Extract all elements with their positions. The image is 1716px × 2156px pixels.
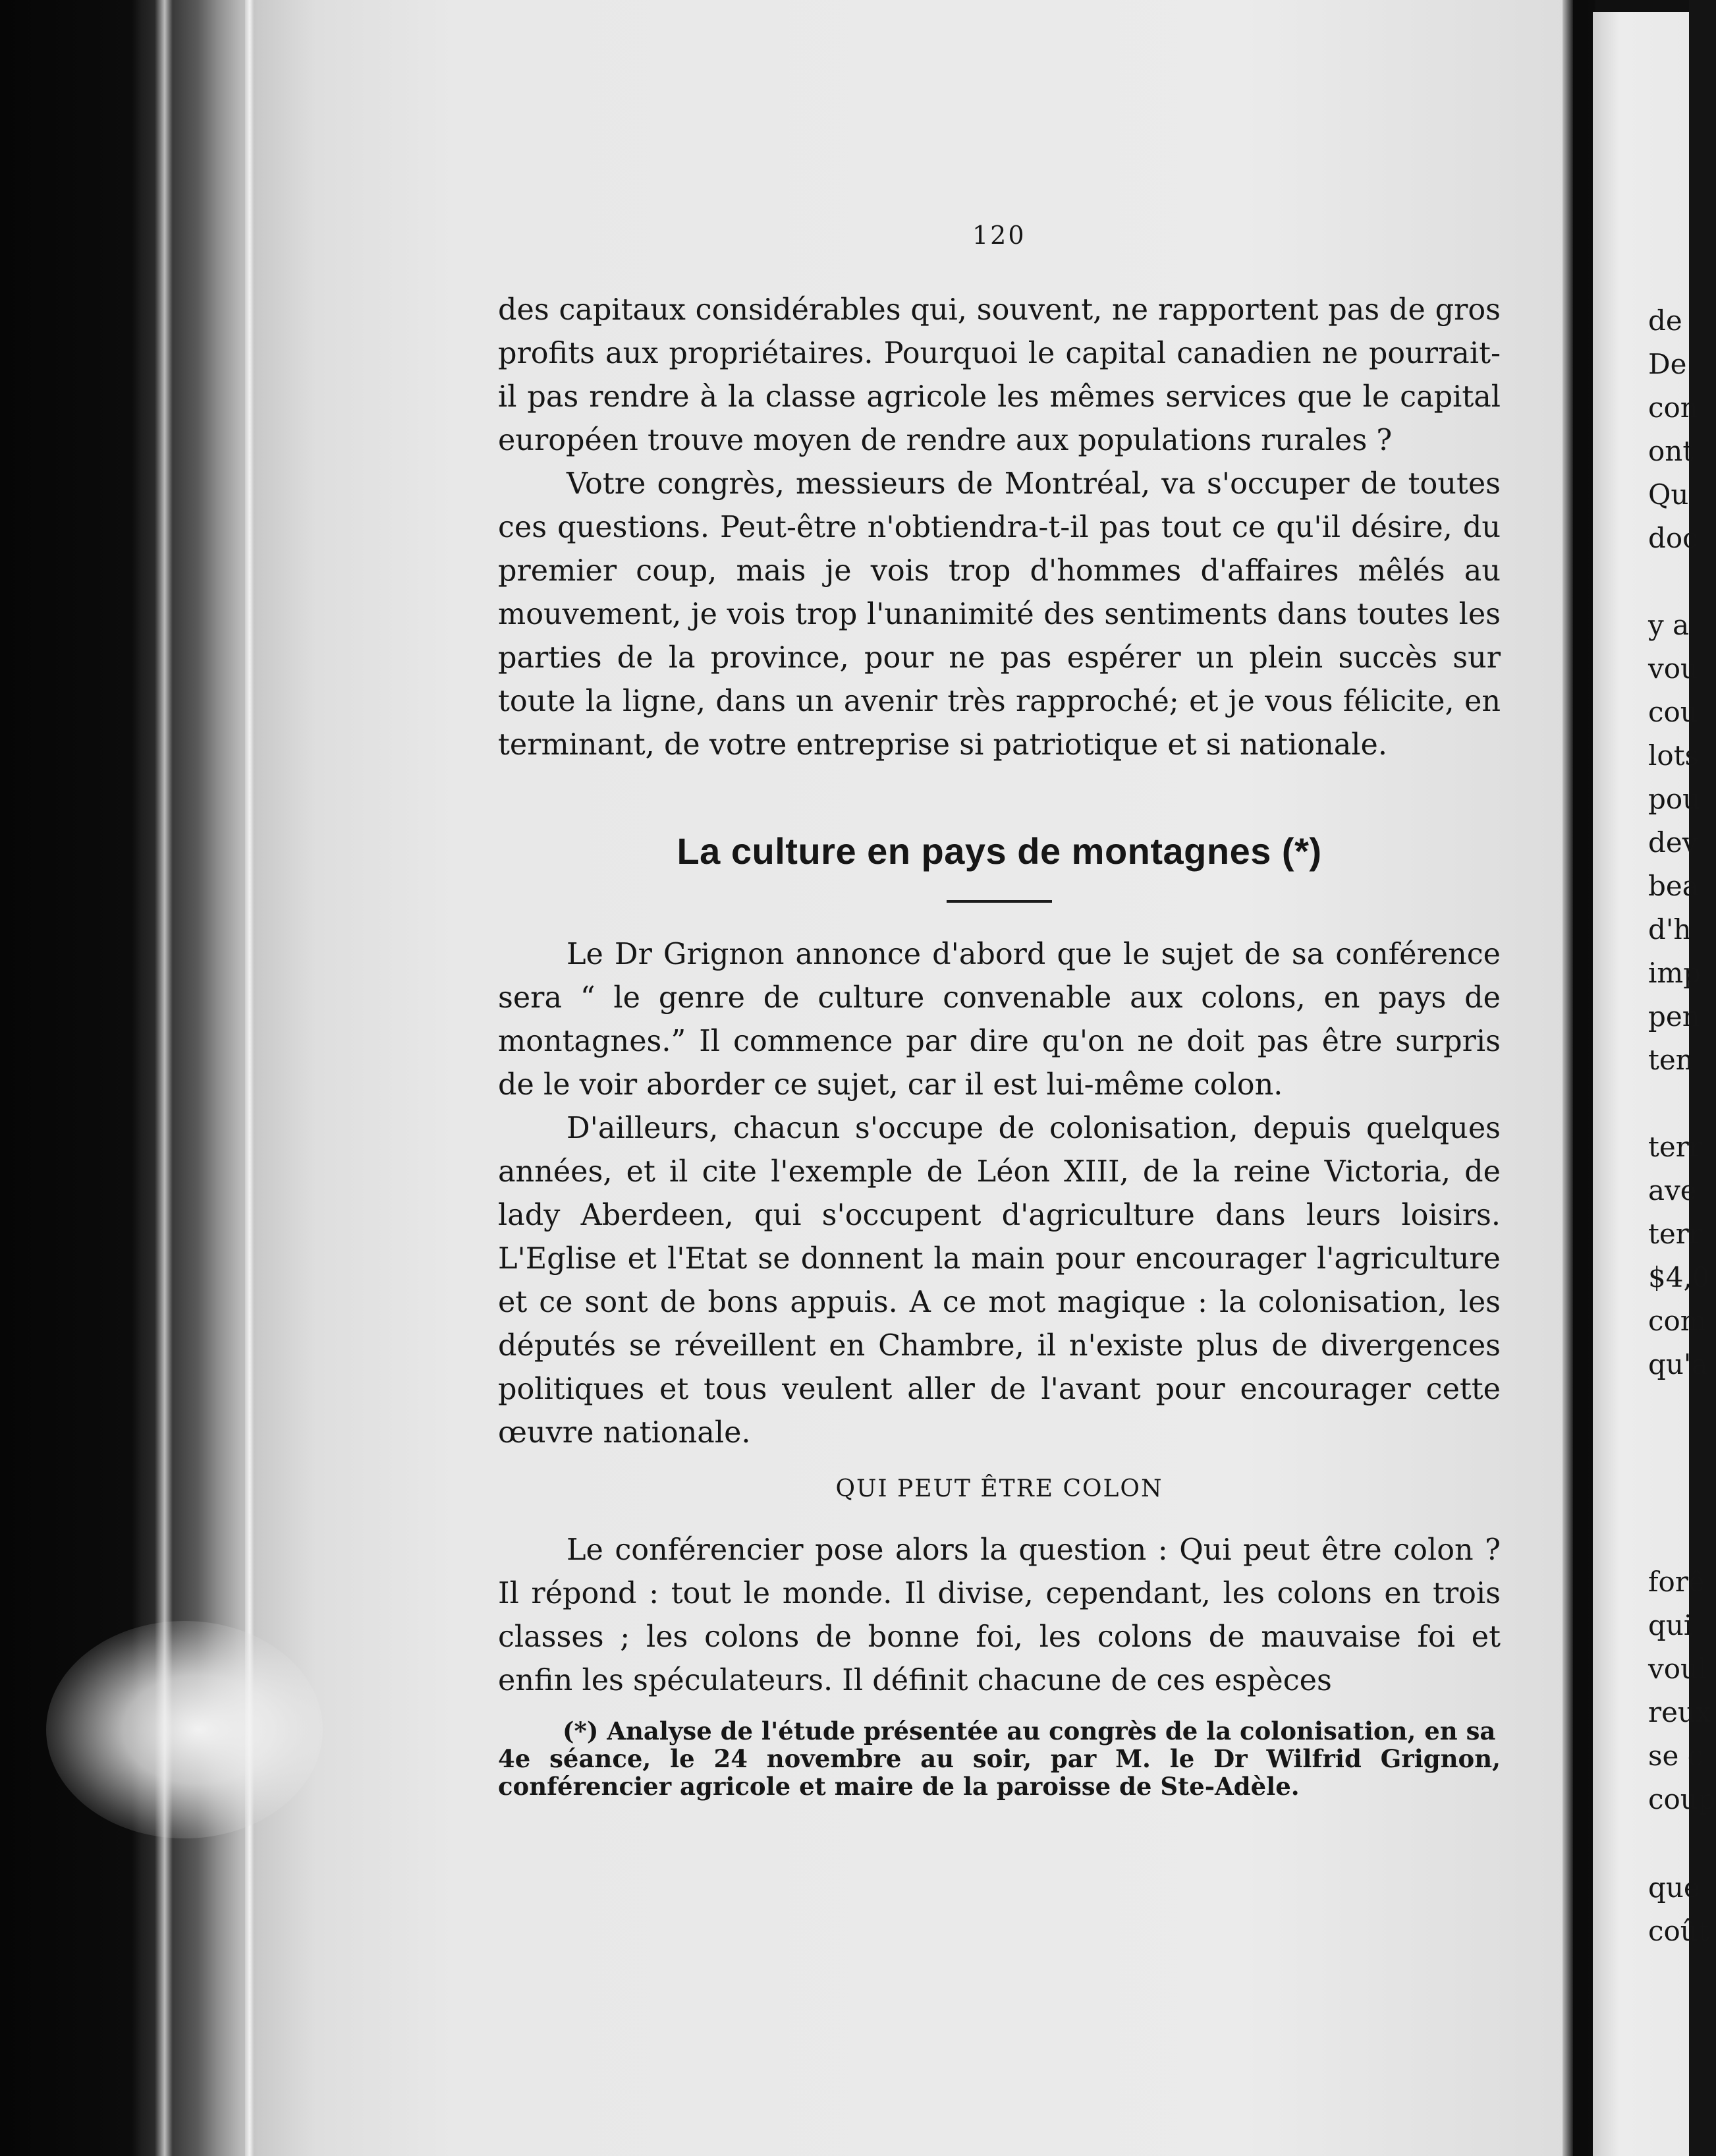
next-page-fragment: voul <box>1648 1653 1707 1685</box>
next-page-fragment: Qu <box>1648 478 1689 511</box>
next-page-fragment: con <box>1648 391 1698 424</box>
next-page-fragment: cou <box>1648 696 1698 728</box>
footnote-rest: 4e séance, le 24 novembre au soir, par M. le Dr Wilfrid Grignon, conférencier agricole et maire de la paroisse de Ste-Adèle. <box>498 1744 1501 1801</box>
next-page-fragment: reux <box>1648 1696 1711 1728</box>
next-page-fragment: De <box>1648 348 1687 380</box>
next-page-fragment: forê <box>1648 1566 1705 1598</box>
next-page-fragment: ten <box>1648 1044 1694 1076</box>
footnote <box>498 1717 1501 1800</box>
book-page-120 <box>257 0 1573 2156</box>
next-page-edge <box>1593 12 1716 2156</box>
next-page-fragment: qu'a <box>1648 1348 1708 1380</box>
footnote-first-line: (*) Analyse de l'étude présentée au congrès de la colonisation, en sa <box>563 1716 1496 1745</box>
next-page-fragment: doc <box>1648 522 1698 554</box>
next-page-fragment: terr <box>1648 1218 1702 1250</box>
paragraph-grignon-intro: Le Dr Grignon annonce d'abord que le sujet de sa conférence sera “ le genre de culture convenable aux colons, en pays de montagnes.” Il commence par dire qu'on ne doit pas être surpris de le voir aborder ce sujet, car il est lui-même colon. <box>498 938 1501 1102</box>
next-page-fragment: ave <box>1648 1174 1697 1206</box>
next-page-fragment: de <box>1648 304 1682 337</box>
next-page-fragment: terr <box>1648 1131 1702 1163</box>
next-page-fragment: dev <box>1648 826 1698 859</box>
next-page-fragment: d'h <box>1648 913 1692 946</box>
paragraph-qui-peut-etre-colon: Le conférencier pose alors la question : Qui peut être colon ? Il répond : tout le monde. Il divise, cependant, les colons en trois classes ; les colons de bonne foi, les colons de mauvaise foi et enfin les spéculateurs. Il définit chacune de ces espèces <box>498 1533 1501 1697</box>
next-page-fragment: pen <box>1648 1000 1700 1033</box>
next-page-fragment: ont <box>1648 435 1694 467</box>
paragraph-colonisation: D'ailleurs, chacun s'occupe de colonisation, depuis quelques années, et il cite l'exemple de Léon XIII, de la reine Victoria, de lady Aberdeen, qui s'occupent d'agriculture dans leurs loisirs. L'Eglise et l'Etat se donnent la main pour encourager l'agriculture et ce sont de bons appuis. A ce mot magique : la colonisation, les députés se réveillent en Chambre, il n'existe plus de divergences politiques et tous veulent aller de l'avant pour encourager cette œuvre nationale. <box>498 1112 1501 1450</box>
page-number: 120 <box>972 221 1026 250</box>
next-page-fragment: $4,0 <box>1648 1261 1710 1293</box>
paragraph-congress: Votre congrès, messieurs de Montréal, va s'occuper de toutes ces questions. Peut-être n'obtiendra-t-il pas tout ce qu'il désire, du premier coup, mais je vois trop d'hommes d'affaires mêlés au mouvement, je vois trop l'unanimité des sentiments dans toutes les parties de la province, pour ne pas espérer un plein succès sur toute la ligne, dans un avenir très rapproché; et je vous félicite, en terminant, de votre entreprise si patriotique et si nationale. <box>498 467 1501 762</box>
next-page-fragment: qui <box>1648 1609 1693 1641</box>
next-page-fragment: coup <box>1648 1783 1716 1815</box>
next-page-fragment: que <box>1648 1871 1700 1904</box>
next-page-fragment: y a <box>1648 609 1690 641</box>
next-page-fragment: bea <box>1648 870 1699 902</box>
next-page-fragment: se c <box>1648 1740 1703 1772</box>
next-page-fragment: vou <box>1648 652 1699 685</box>
next-page-fragment: imp <box>1648 957 1702 989</box>
section-title: La culture en pays de montagnes (*) <box>677 830 1322 872</box>
next-page-fragment: lots <box>1648 739 1700 772</box>
paragraph-continued: des capitaux considérables qui, souvent, ne rapportent pas de gros profits aux propriétaires. Pourquoi le capital canadien ne pourrait-il pas rendre à la classe agricole les mêmes services que le capital européen trouve moyen de rendre aux populations rurales ? <box>498 293 1501 457</box>
binding-edge <box>245 0 254 2156</box>
book-binding <box>0 0 263 2156</box>
main-text-column <box>498 289 1501 1800</box>
subheading-qui-peut-etre-colon: QUI PEUT ÊTRE COLON <box>835 1475 1163 1502</box>
next-page-fragment: pou <box>1648 783 1701 815</box>
next-page-fragment: coût <box>1648 1915 1709 1947</box>
title-divider <box>947 900 1052 903</box>
next-page-fragment: com <box>1648 1305 1707 1337</box>
page-gutter-shadow <box>1563 0 1595 2156</box>
